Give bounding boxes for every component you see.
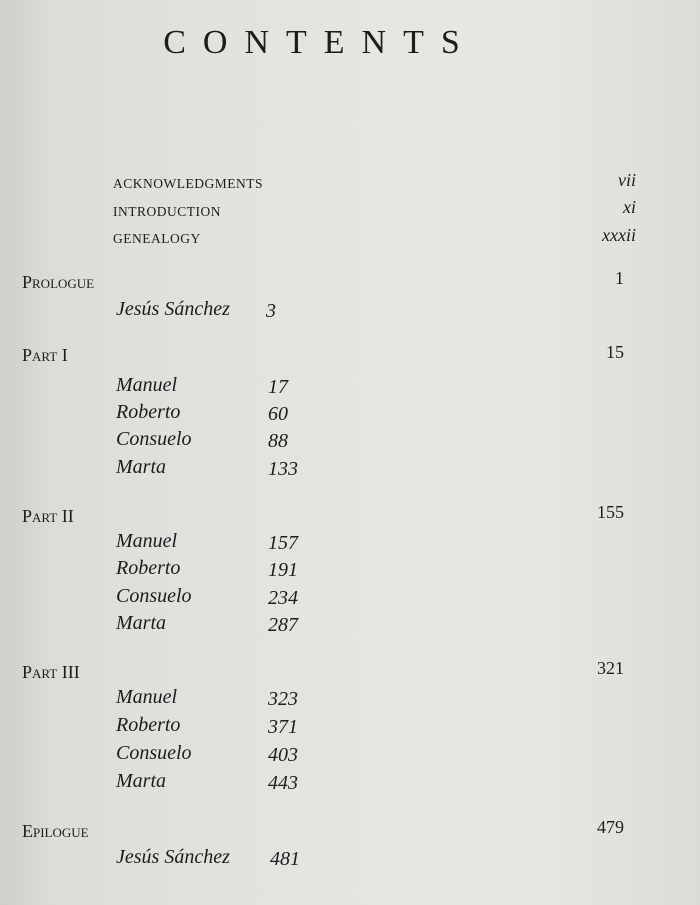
chapter-page: 133 xyxy=(268,458,298,480)
chapter-page: 60 xyxy=(268,403,288,425)
chapter-page: 191 xyxy=(268,559,298,581)
section-prologue: Prologue xyxy=(22,272,95,292)
chapter-name: Manuel xyxy=(116,530,178,552)
section-epilogue: Epilogue xyxy=(22,821,89,841)
chapter-name: Manuel xyxy=(116,374,178,396)
chapter-page: 323 xyxy=(268,688,298,710)
chapter-name: Jesús Sánchez xyxy=(116,846,230,868)
chapter-page: 403 xyxy=(268,744,298,766)
section-prologue-page: 1 xyxy=(615,268,624,288)
section-part-1-page: 15 xyxy=(606,342,624,362)
section-part-3: Part III xyxy=(22,662,80,682)
page-title: CONTENTS xyxy=(163,24,477,61)
chapter-page: 17 xyxy=(268,376,288,398)
front-matter-introduction: INTRODUCTION xyxy=(113,204,221,219)
front-matter-genealogy-page: xxxii xyxy=(602,225,636,245)
chapter-name: Jesús Sánchez xyxy=(116,298,230,320)
chapter-page: 481 xyxy=(270,848,300,870)
chapter-page: 371 xyxy=(268,716,298,738)
section-part-2-page: 155 xyxy=(597,502,624,522)
section-part-2: Part II xyxy=(22,506,74,526)
section-part-1: Part I xyxy=(22,345,68,365)
chapter-name: Consuelo xyxy=(116,585,192,607)
chapter-name: Consuelo xyxy=(116,428,192,450)
section-part-3-page: 321 xyxy=(597,658,624,678)
chapter-name: Roberto xyxy=(116,714,181,736)
front-matter-genealogy: GENEALOGY xyxy=(113,231,201,246)
front-matter-acknowledgments-page: vii xyxy=(618,170,636,190)
front-matter-introduction-page: xi xyxy=(623,197,636,217)
front-matter-acknowledgments: ACKNOWLEDGMENTS xyxy=(113,176,263,191)
chapter-page: 443 xyxy=(268,772,298,794)
chapter-name: Consuelo xyxy=(116,742,192,764)
section-epilogue-page: 479 xyxy=(597,817,624,837)
chapter-name: Roberto xyxy=(116,557,181,579)
chapter-name: Marta xyxy=(116,770,166,792)
chapter-page: 157 xyxy=(268,532,298,554)
chapter-page: 88 xyxy=(268,430,288,452)
chapter-name: Manuel xyxy=(116,686,178,708)
chapter-page: 3 xyxy=(266,300,276,322)
chapter-name: Roberto xyxy=(116,401,181,423)
chapter-page: 234 xyxy=(268,587,298,609)
chapter-name: Marta xyxy=(116,456,166,478)
chapter-page: 287 xyxy=(268,614,298,636)
chapter-name: Marta xyxy=(116,612,166,634)
